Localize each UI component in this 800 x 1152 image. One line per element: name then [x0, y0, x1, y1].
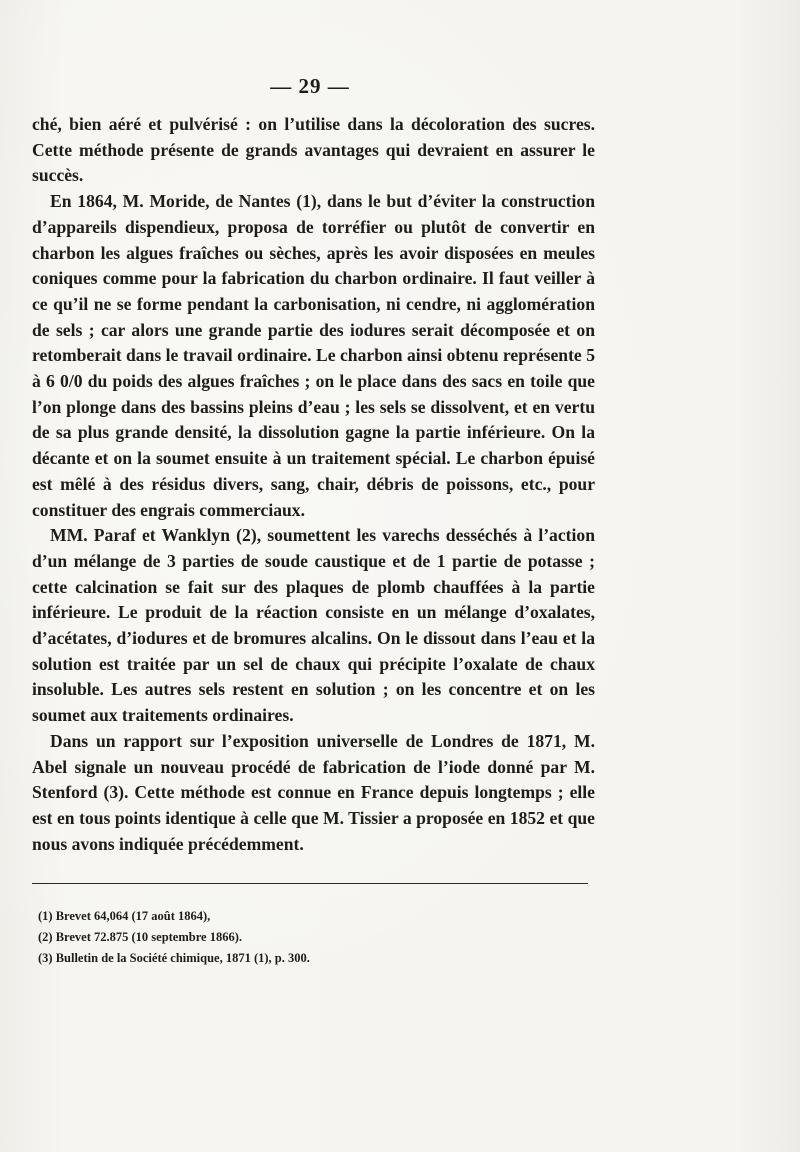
- paragraph-continuation: ché, bien aéré et pulvérisé : on l’utilise dans la décoloration des sucres. Cette méthode présente de grands avantages qui devraient en assurer le succès.: [32, 114, 595, 186]
- footnote-divider: [32, 883, 588, 884]
- body-text: [32, 112, 595, 857]
- paragraph-paraf-wanklyn: MM. Paraf et Wanklyn (2), soumettent les varechs desséchés à l’action d’un mélange de 3 parties de soude caustique et de 1 partie de potasse ; cette calcination se fait sur des plaques de plomb chauffées à la partie inférieure. Le produit de la réaction consiste en un mélange d’oxalates, d’acétates, d’iodures et de bromures alcalins. On le dissout dans l’eau et la solution est traitée par un sel de chaux qui précipite l’oxalate de chaux insoluble. Les autres sels restent en solution ; on les concentre et on les soumet aux traitements ordinaires.: [32, 525, 595, 726]
- paragraph-exposition-londres: Dans un rapport sur l’exposition universelle de Londres de 1871, M. Abel signale un nouveau procédé de fabrication de l’iode donné par M. Stenford (3). Cette méthode est connue en France depuis longtemps ; elle est en tous points identique à celle que M. Tissier a proposée en 1852 et que nous avons indiquée précédemment.: [32, 730, 595, 854]
- footnote-1: (1) Brevet 64,064 (17 août 1864),: [38, 909, 211, 923]
- footnotes: [38, 906, 598, 969]
- footnote-3: (3) Bulletin de la Société chimique, 1871 (1), p. 300.: [38, 951, 310, 965]
- paragraph-moride: En 1864, M. Moride, de Nantes (1), dans le but d’éviter la construction d’appareils dispendieux, proposa de torréfier ou plutôt de convertir en charbon les algues fraîches ou sèches, après les avoir disposées en meules coniques comme pour la fabrication du charbon ordinaire. Il faut veiller à ce qu’il ne se forme pendant la carbonisation, ni cendre, ni agglomération de sels ; car alors une grande partie des iodures serait décomposée et on retomberait dans le travail ordinaire. Le charbon ainsi obtenu représente 5 à 6 0/0 du poids des algues fraîches ; on le place dans des sacs en toile que l’on plonge dans des bassins pleins d’eau ; les sels se dissolvent, et en vertu de sa plus grande densité, la dissolution gagne la partie inférieure. On la décante et on la soumet ensuite à un traitement spécial. Le charbon épuisé est mêlé à des résidus divers, sang, chair, débris de poissons, etc., pour constituer des engrais commerciaux.: [32, 191, 595, 520]
- page-number: — 29 —: [270, 74, 350, 98]
- footnote-2: (2) Brevet 72.875 (10 septembre 1866).: [38, 930, 243, 944]
